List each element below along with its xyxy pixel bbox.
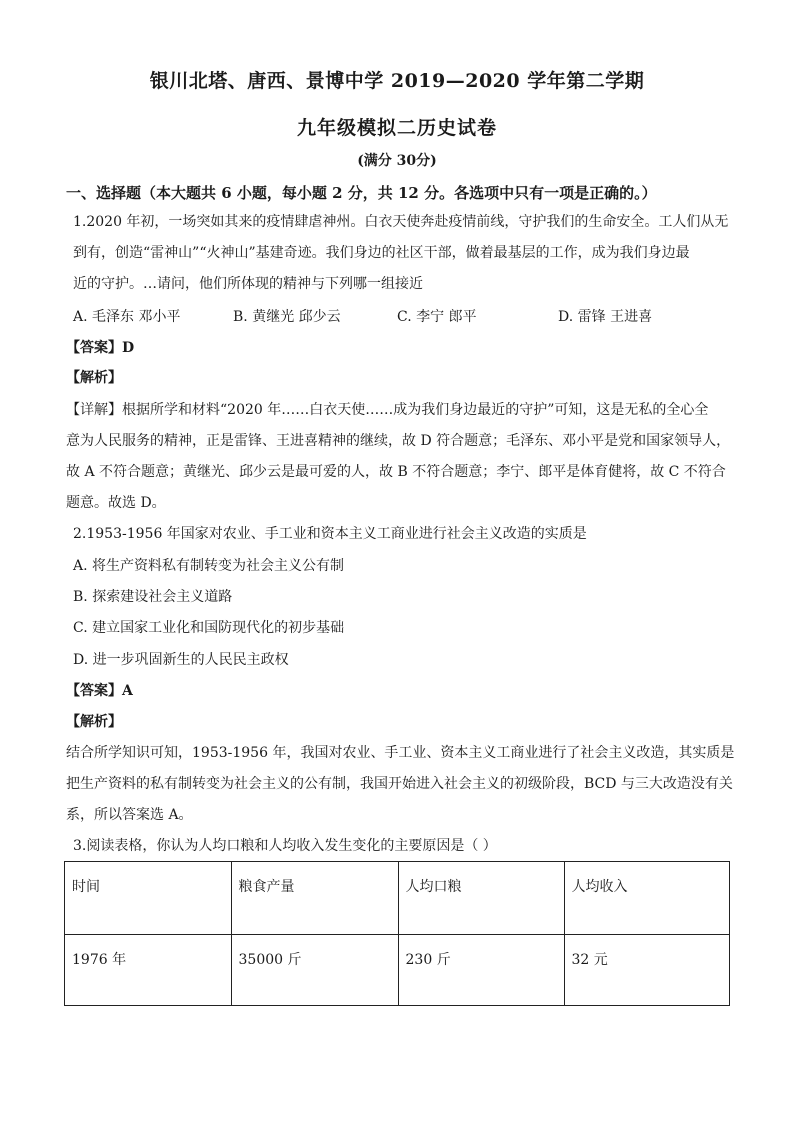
q3-data-table (64, 861, 730, 1006)
table-row (65, 935, 730, 1006)
q1-detail-line-2: 意为人民服务的精神，正是雷锋、王进喜精神的继续，故 D 符合题意；毛泽东、邓小平是党和国家领导人， (66, 433, 731, 449)
table-cell: 35000 斤 (231, 935, 398, 1006)
table-cell: 32 元 (564, 935, 730, 1006)
q1-detail-line-3: 故 A 不符合题意；黄继光、邱少云是最可爱的人，故 B 不符合题意；李宁、郎平是体育健将，故 C 不符合 (66, 464, 726, 480)
table-cell: 1976 年 (65, 935, 232, 1006)
table-header-row (65, 862, 730, 935)
q1-option-c: C. 李宁 郎平 (397, 309, 477, 325)
table-header-cell: 人均口粮 (398, 862, 564, 935)
table-cell: 230 斤 (398, 935, 564, 1006)
q1-detail-line-4: 题意。故选 D。 (66, 495, 166, 511)
table-header-cell: 时间 (65, 862, 232, 935)
exam-subtitle: 九年级模拟二历史试卷 (296, 117, 497, 139)
q1-option-b: B. 黄继光 邱少云 (233, 309, 341, 325)
q1-analysis-label: 【解析】 (66, 370, 122, 386)
q1-detail-line-1: 【详解】根据所学和材料“2020 年……白衣天使……成为我们身边最近的守护”可知，这是无私的全心全 (66, 402, 709, 418)
q1-answer: 【答案】D (66, 340, 135, 356)
q2-analysis-line-1: 结合所学知识可知，1953-1956 年，我国对农业、手工业、资本主义工商业进行了社会主义改造，其实质是 (66, 745, 735, 761)
q1-options (73, 306, 733, 328)
q2-option-c: C. 建立国家工业化和国防现代化的初步基础 (73, 620, 345, 636)
table-header-cell: 人均收入 (564, 862, 730, 935)
q2-analysis-label: 【解析】 (66, 714, 122, 730)
q2-analysis-line-2: 把生产资料的私有制转变为社会主义的公有制，我国开始进入社会主义的初级阶段，BCD 与三大改造没有关 (66, 776, 733, 792)
score-note: (满分 30分) (357, 153, 437, 169)
table-header-cell: 粮食产量 (231, 862, 398, 935)
q2-stem: 2.1953-1956 年国家对农业、手工业和资本主义工商业进行社会主义改造的实质是 (73, 526, 587, 542)
q3-stem: 3.阅读表格，你认为人均口粮和人均收入发生变化的主要原因是（ ） (73, 838, 497, 854)
exam-title: 银川北塔、唐西、景博中学 2019—2020 学年第二学期 (149, 70, 645, 92)
q2-option-d: D. 进一步巩固新生的人民民主政权 (73, 652, 289, 668)
q1-stem-line-1: 1.2020 年初，一场突如其来的疫情肆虐神州。白衣天使奔赴疫情前线，守护我们的生命安全。工人们从无 (73, 214, 729, 230)
q2-option-b: B. 探索建设社会主义道路 (73, 589, 233, 605)
q1-stem-line-3: 近的守护。…请问，他们所体现的精神与下列哪一组接近 (73, 276, 423, 292)
q1-option-a: A. 毛泽东 邓小平 (73, 309, 181, 325)
q2-answer: 【答案】A (66, 683, 133, 699)
section-heading: 一、选择题（本大题共 6 小题，每小题 2 分，共 12 分。各选项中只有一项是正确的。） (66, 184, 657, 202)
q2-analysis-line-3: 系，所以答案选 A。 (66, 807, 193, 823)
q1-option-d: D. 雷锋 王进喜 (558, 309, 653, 325)
q1-stem-line-2: 到有，创造“雷神山”“火神山”基建奇迹。我们身边的社区干部，做着最基层的工作，成为我们身边最 (73, 245, 690, 261)
q2-option-a: A. 将生产资料私有制转变为社会主义公有制 (73, 558, 345, 574)
